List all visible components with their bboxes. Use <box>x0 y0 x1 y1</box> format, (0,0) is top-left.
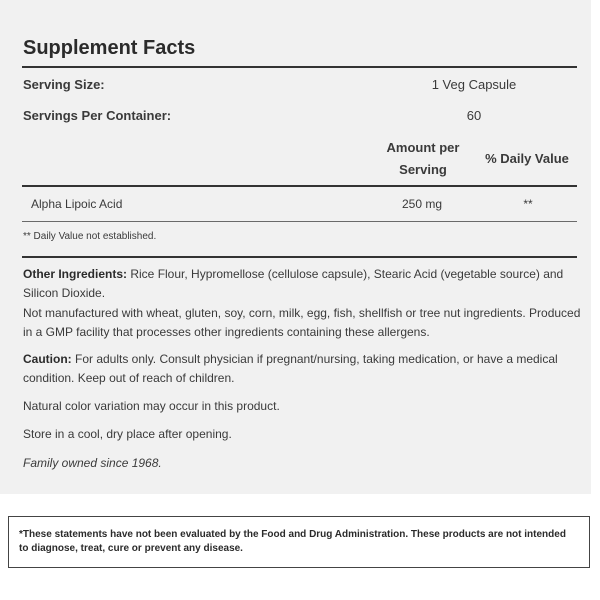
facts-title: Supplement Facts <box>23 37 196 59</box>
serving-size-label: Serving Size: <box>23 77 105 92</box>
serving-size-value: 1 Veg Capsule <box>431 77 517 92</box>
row-divider <box>22 221 577 222</box>
nutrient-name: Alpha Lipoic Acid <box>31 197 123 211</box>
caution-paragraph <box>23 350 583 388</box>
nutrient-amount: 250 mg <box>401 197 443 211</box>
amount-header-line2: Serving <box>399 162 447 177</box>
caution-text: For adults only. Consult physician if pregnant/nursing, taking medication, or have a medical condition. Keep out of reach of children. <box>23 352 558 385</box>
daily-value-footnote: ** Daily Value not established. <box>23 231 157 242</box>
caution-label: Caution: <box>23 352 72 366</box>
storage-note: Store in a cool, dry place after opening. <box>23 427 232 441</box>
other-ingredients-label: Other Ingredients: <box>23 267 128 281</box>
fda-disclaimer-text: *These statements have not been evaluated by the Food and Drug Administration. These products are not intended to diagnose, treat, cure or prevent any disease. <box>19 529 566 554</box>
facts-bottom-divider <box>22 256 577 258</box>
color-variation-note: Natural color variation may occur in this product. <box>23 399 280 413</box>
other-ingredients-text: Rice Flour, Hypromellose (cellulose capsule), Stearic Acid (vegetable source) and Silicon Dioxide. <box>23 267 564 300</box>
amount-header-line1: Amount per <box>386 140 460 155</box>
amount-per-serving-header <box>370 137 476 181</box>
servings-per-container-value: 60 <box>466 108 482 123</box>
servings-per-container-label: Servings Per Container: <box>23 108 172 123</box>
fda-disclaimer-box <box>8 516 590 568</box>
header-divider <box>22 185 577 187</box>
allergen-statement: Not manufactured with wheat, gluten, soy, corn, milk, egg, fish, shellfish or tree nut ingredients. Produced in a GMP facility that processes other ingredients containing these allergens. <box>23 306 581 339</box>
nutrient-daily-value: ** <box>523 197 533 211</box>
other-ingredients-paragraph <box>23 265 583 303</box>
title-divider <box>22 66 577 68</box>
family-owned-note: Family owned since 1968. <box>23 456 162 470</box>
daily-value-header: % Daily Value <box>485 151 569 166</box>
